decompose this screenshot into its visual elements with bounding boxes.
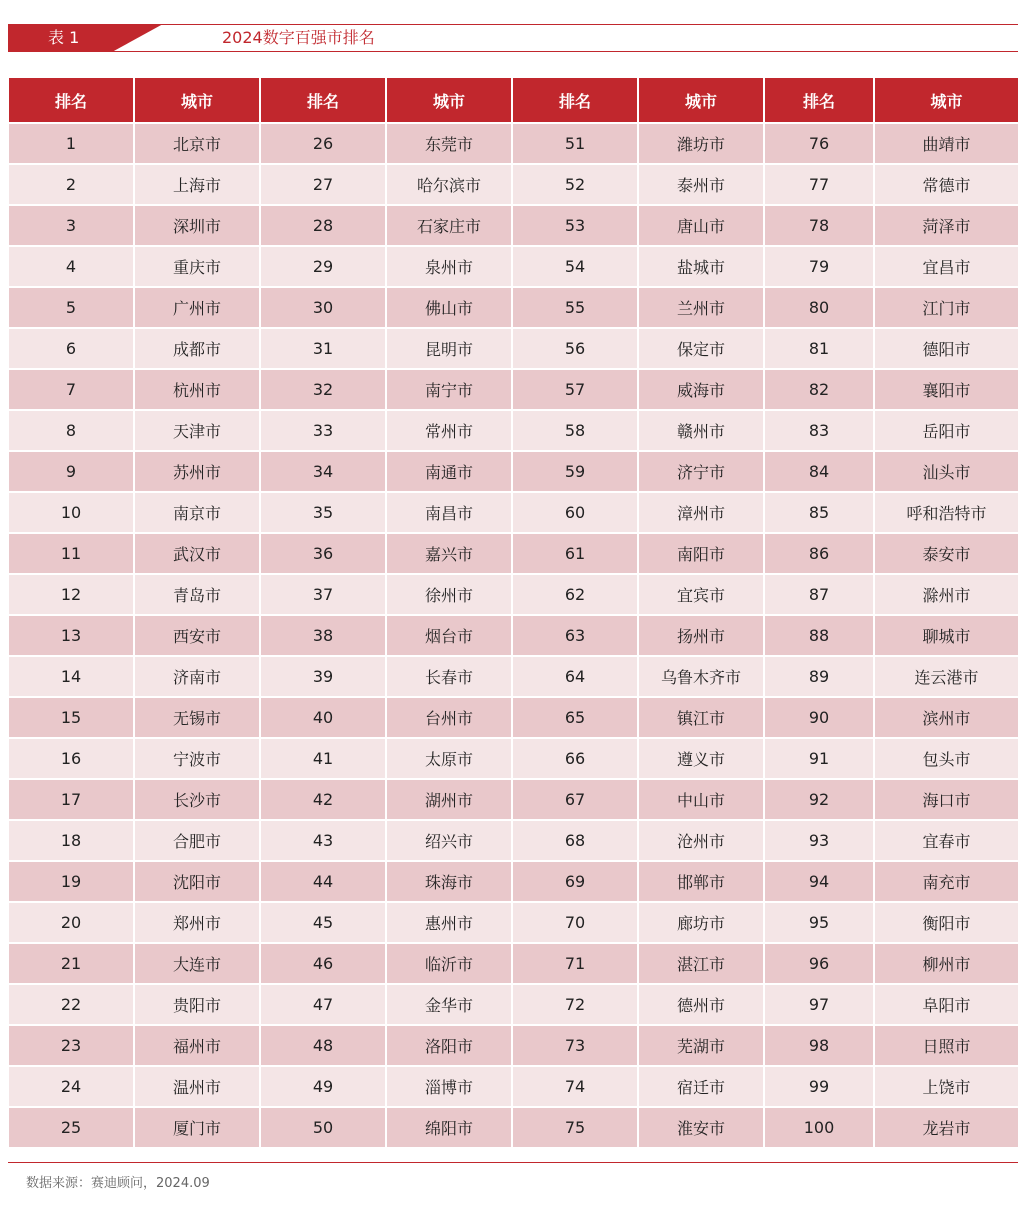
rank-cell: 45 xyxy=(261,903,387,944)
city-cell: 宿迁市 xyxy=(639,1067,765,1108)
rank-cell: 70 xyxy=(513,903,639,944)
city-cell: 北京市 xyxy=(135,124,261,165)
rank-cell: 46 xyxy=(261,944,387,985)
rank-cell: 13 xyxy=(9,616,135,657)
city-cell: 曲靖市 xyxy=(875,124,1018,165)
city-cell: 淮安市 xyxy=(639,1108,765,1149)
city-cell: 襄阳市 xyxy=(875,370,1018,411)
city-cell: 宜宾市 xyxy=(639,575,765,616)
rank-cell: 53 xyxy=(513,206,639,247)
city-cell: 连云港市 xyxy=(875,657,1018,698)
column-header-city: 城市 xyxy=(387,78,513,124)
city-cell: 宜春市 xyxy=(875,821,1018,862)
table-row xyxy=(9,288,1018,329)
city-cell: 金华市 xyxy=(387,985,513,1026)
city-cell: 德州市 xyxy=(639,985,765,1026)
rank-cell: 15 xyxy=(9,698,135,739)
city-cell: 哈尔滨市 xyxy=(387,165,513,206)
city-cell: 广州市 xyxy=(135,288,261,329)
city-cell: 滨州市 xyxy=(875,698,1018,739)
table-row xyxy=(9,124,1018,165)
city-cell: 重庆市 xyxy=(135,247,261,288)
rank-cell: 4 xyxy=(9,247,135,288)
rank-cell: 51 xyxy=(513,124,639,165)
rank-cell: 59 xyxy=(513,452,639,493)
rank-cell: 98 xyxy=(765,1026,875,1067)
rank-cell: 6 xyxy=(9,329,135,370)
rank-cell: 90 xyxy=(765,698,875,739)
rank-cell: 31 xyxy=(261,329,387,370)
rank-cell: 2 xyxy=(9,165,135,206)
city-cell: 呼和浩特市 xyxy=(875,493,1018,534)
rank-cell: 35 xyxy=(261,493,387,534)
rank-cell: 77 xyxy=(765,165,875,206)
city-cell: 泉州市 xyxy=(387,247,513,288)
rank-cell: 73 xyxy=(513,1026,639,1067)
rank-cell: 9 xyxy=(9,452,135,493)
city-cell: 沧州市 xyxy=(639,821,765,862)
city-cell: 德阳市 xyxy=(875,329,1018,370)
rank-cell: 38 xyxy=(261,616,387,657)
rank-cell: 49 xyxy=(261,1067,387,1108)
rank-cell: 61 xyxy=(513,534,639,575)
table-header-row xyxy=(9,78,1018,124)
rank-cell: 56 xyxy=(513,329,639,370)
rank-cell: 37 xyxy=(261,575,387,616)
city-cell: 福州市 xyxy=(135,1026,261,1067)
city-cell: 汕头市 xyxy=(875,452,1018,493)
column-header-rank: 排名 xyxy=(513,78,639,124)
rank-cell: 66 xyxy=(513,739,639,780)
table-row xyxy=(9,985,1018,1026)
rank-cell: 52 xyxy=(513,165,639,206)
rank-cell: 21 xyxy=(9,944,135,985)
rank-cell: 48 xyxy=(261,1026,387,1067)
rank-cell: 29 xyxy=(261,247,387,288)
rank-cell: 74 xyxy=(513,1067,639,1108)
city-cell: 廊坊市 xyxy=(639,903,765,944)
table-row xyxy=(9,657,1018,698)
rank-cell: 18 xyxy=(9,821,135,862)
rank-cell: 60 xyxy=(513,493,639,534)
city-cell: 佛山市 xyxy=(387,288,513,329)
rank-cell: 96 xyxy=(765,944,875,985)
city-cell: 菏泽市 xyxy=(875,206,1018,247)
city-cell: 盐城市 xyxy=(639,247,765,288)
rank-cell: 26 xyxy=(261,124,387,165)
table-body xyxy=(9,124,1018,1149)
city-cell: 洛阳市 xyxy=(387,1026,513,1067)
city-cell: 徐州市 xyxy=(387,575,513,616)
table-title-bar xyxy=(8,24,1018,52)
city-cell: 西安市 xyxy=(135,616,261,657)
city-cell: 衡阳市 xyxy=(875,903,1018,944)
table-row xyxy=(9,329,1018,370)
table-row xyxy=(9,821,1018,862)
city-cell: 湖州市 xyxy=(387,780,513,821)
city-cell: 烟台市 xyxy=(387,616,513,657)
rank-cell: 42 xyxy=(261,780,387,821)
city-cell: 东莞市 xyxy=(387,124,513,165)
city-cell: 青岛市 xyxy=(135,575,261,616)
rank-cell: 92 xyxy=(765,780,875,821)
rank-cell: 24 xyxy=(9,1067,135,1108)
column-header-city: 城市 xyxy=(639,78,765,124)
table-row xyxy=(9,1108,1018,1149)
rank-cell: 67 xyxy=(513,780,639,821)
city-cell: 苏州市 xyxy=(135,452,261,493)
city-cell: 临沂市 xyxy=(387,944,513,985)
table-row xyxy=(9,452,1018,493)
rank-cell: 78 xyxy=(765,206,875,247)
city-cell: 泰州市 xyxy=(639,165,765,206)
city-cell: 中山市 xyxy=(639,780,765,821)
city-cell: 济南市 xyxy=(135,657,261,698)
rank-cell: 86 xyxy=(765,534,875,575)
city-cell: 杭州市 xyxy=(135,370,261,411)
table-row xyxy=(9,698,1018,739)
city-cell: 南通市 xyxy=(387,452,513,493)
table-row xyxy=(9,1026,1018,1067)
city-cell: 大连市 xyxy=(135,944,261,985)
rank-cell: 97 xyxy=(765,985,875,1026)
city-cell: 合肥市 xyxy=(135,821,261,862)
rank-cell: 40 xyxy=(261,698,387,739)
table-row xyxy=(9,575,1018,616)
rank-cell: 33 xyxy=(261,411,387,452)
rank-cell: 47 xyxy=(261,985,387,1026)
city-cell: 长春市 xyxy=(387,657,513,698)
city-cell: 遵义市 xyxy=(639,739,765,780)
rank-cell: 94 xyxy=(765,862,875,903)
city-cell: 滁州市 xyxy=(875,575,1018,616)
column-header-city: 城市 xyxy=(875,78,1018,124)
rank-cell: 62 xyxy=(513,575,639,616)
city-cell: 乌鲁木齐市 xyxy=(639,657,765,698)
city-cell: 柳州市 xyxy=(875,944,1018,985)
city-cell: 邯郸市 xyxy=(639,862,765,903)
city-cell: 镇江市 xyxy=(639,698,765,739)
data-source-note: 数据来源：赛迪顾问，2024.09 xyxy=(26,1176,210,1191)
rank-cell: 100 xyxy=(765,1108,875,1149)
city-cell: 惠州市 xyxy=(387,903,513,944)
rank-cell: 43 xyxy=(261,821,387,862)
table-row xyxy=(9,370,1018,411)
city-cell: 上海市 xyxy=(135,165,261,206)
city-cell: 上饶市 xyxy=(875,1067,1018,1108)
city-cell: 扬州市 xyxy=(639,616,765,657)
city-cell: 昆明市 xyxy=(387,329,513,370)
city-cell: 南京市 xyxy=(135,493,261,534)
city-cell: 南阳市 xyxy=(639,534,765,575)
rank-cell: 28 xyxy=(261,206,387,247)
rank-cell: 34 xyxy=(261,452,387,493)
city-cell: 湛江市 xyxy=(639,944,765,985)
table-number-label: 表 1 xyxy=(48,28,80,47)
table-row xyxy=(9,616,1018,657)
city-cell: 岳阳市 xyxy=(875,411,1018,452)
city-cell: 保定市 xyxy=(639,329,765,370)
rank-cell: 75 xyxy=(513,1108,639,1149)
rank-cell: 50 xyxy=(261,1108,387,1149)
city-cell: 珠海市 xyxy=(387,862,513,903)
city-cell: 包头市 xyxy=(875,739,1018,780)
rank-cell: 17 xyxy=(9,780,135,821)
rank-cell: 81 xyxy=(765,329,875,370)
rank-cell: 10 xyxy=(9,493,135,534)
column-header-rank: 排名 xyxy=(765,78,875,124)
city-cell: 成都市 xyxy=(135,329,261,370)
rank-cell: 69 xyxy=(513,862,639,903)
city-cell: 芜湖市 xyxy=(639,1026,765,1067)
city-cell: 济宁市 xyxy=(639,452,765,493)
city-cell: 宜昌市 xyxy=(875,247,1018,288)
rank-cell: 80 xyxy=(765,288,875,329)
city-cell: 淄博市 xyxy=(387,1067,513,1108)
city-cell: 长沙市 xyxy=(135,780,261,821)
city-cell: 常州市 xyxy=(387,411,513,452)
table-title: 2024数字百强市排名 xyxy=(222,28,375,47)
rank-cell: 93 xyxy=(765,821,875,862)
city-cell: 台州市 xyxy=(387,698,513,739)
rank-cell: 32 xyxy=(261,370,387,411)
rank-cell: 5 xyxy=(9,288,135,329)
table-row xyxy=(9,247,1018,288)
rank-cell: 44 xyxy=(261,862,387,903)
city-cell: 威海市 xyxy=(639,370,765,411)
city-cell: 深圳市 xyxy=(135,206,261,247)
city-cell: 武汉市 xyxy=(135,534,261,575)
city-cell: 江门市 xyxy=(875,288,1018,329)
rank-cell: 87 xyxy=(765,575,875,616)
table-row xyxy=(9,534,1018,575)
city-cell: 绍兴市 xyxy=(387,821,513,862)
rank-cell: 99 xyxy=(765,1067,875,1108)
rank-cell: 63 xyxy=(513,616,639,657)
city-cell: 聊城市 xyxy=(875,616,1018,657)
city-cell: 常德市 xyxy=(875,165,1018,206)
rank-cell: 65 xyxy=(513,698,639,739)
table-row xyxy=(9,411,1018,452)
rank-cell: 27 xyxy=(261,165,387,206)
rank-cell: 91 xyxy=(765,739,875,780)
rank-cell: 8 xyxy=(9,411,135,452)
rank-cell: 55 xyxy=(513,288,639,329)
rank-cell: 23 xyxy=(9,1026,135,1067)
city-cell: 贵阳市 xyxy=(135,985,261,1026)
city-cell: 太原市 xyxy=(387,739,513,780)
column-header-rank: 排名 xyxy=(261,78,387,124)
city-cell: 嘉兴市 xyxy=(387,534,513,575)
rank-cell: 88 xyxy=(765,616,875,657)
rank-cell: 54 xyxy=(513,247,639,288)
city-cell: 郑州市 xyxy=(135,903,261,944)
table-row xyxy=(9,944,1018,985)
rank-cell: 16 xyxy=(9,739,135,780)
column-header-rank: 排名 xyxy=(9,78,135,124)
city-cell: 温州市 xyxy=(135,1067,261,1108)
city-cell: 天津市 xyxy=(135,411,261,452)
rank-cell: 68 xyxy=(513,821,639,862)
rank-cell: 85 xyxy=(765,493,875,534)
rank-cell: 82 xyxy=(765,370,875,411)
rank-cell: 71 xyxy=(513,944,639,985)
city-cell: 兰州市 xyxy=(639,288,765,329)
rank-cell: 41 xyxy=(261,739,387,780)
rank-cell: 19 xyxy=(9,862,135,903)
city-cell: 无锡市 xyxy=(135,698,261,739)
rank-cell: 36 xyxy=(261,534,387,575)
city-cell: 唐山市 xyxy=(639,206,765,247)
city-cell: 宁波市 xyxy=(135,739,261,780)
rank-cell: 11 xyxy=(9,534,135,575)
city-cell: 南充市 xyxy=(875,862,1018,903)
city-cell: 南昌市 xyxy=(387,493,513,534)
table-row xyxy=(9,206,1018,247)
table-row xyxy=(9,1067,1018,1108)
rank-cell: 7 xyxy=(9,370,135,411)
rank-cell: 83 xyxy=(765,411,875,452)
table-row xyxy=(9,739,1018,780)
rank-cell: 1 xyxy=(9,124,135,165)
column-header-city: 城市 xyxy=(135,78,261,124)
rank-cell: 20 xyxy=(9,903,135,944)
rank-cell: 84 xyxy=(765,452,875,493)
city-cell: 日照市 xyxy=(875,1026,1018,1067)
city-cell: 阜阳市 xyxy=(875,985,1018,1026)
table-row xyxy=(9,165,1018,206)
city-cell: 赣州市 xyxy=(639,411,765,452)
rank-cell: 58 xyxy=(513,411,639,452)
city-cell: 潍坊市 xyxy=(639,124,765,165)
rank-cell: 95 xyxy=(765,903,875,944)
rank-cell: 22 xyxy=(9,985,135,1026)
rank-cell: 12 xyxy=(9,575,135,616)
city-cell: 泰安市 xyxy=(875,534,1018,575)
city-cell: 绵阳市 xyxy=(387,1108,513,1149)
rank-cell: 25 xyxy=(9,1108,135,1149)
city-cell: 海口市 xyxy=(875,780,1018,821)
rank-cell: 72 xyxy=(513,985,639,1026)
rank-cell: 89 xyxy=(765,657,875,698)
table-row xyxy=(9,493,1018,534)
footer-divider xyxy=(8,1162,1018,1163)
rank-cell: 76 xyxy=(765,124,875,165)
table-row xyxy=(9,862,1018,903)
table-row xyxy=(9,903,1018,944)
rank-cell: 79 xyxy=(765,247,875,288)
rank-cell: 39 xyxy=(261,657,387,698)
rank-cell: 64 xyxy=(513,657,639,698)
rank-cell: 14 xyxy=(9,657,135,698)
ranking-table xyxy=(9,78,1018,1149)
city-cell: 石家庄市 xyxy=(387,206,513,247)
city-cell: 沈阳市 xyxy=(135,862,261,903)
city-cell: 漳州市 xyxy=(639,493,765,534)
city-cell: 南宁市 xyxy=(387,370,513,411)
rank-cell: 57 xyxy=(513,370,639,411)
table-row xyxy=(9,780,1018,821)
city-cell: 龙岩市 xyxy=(875,1108,1018,1149)
rank-cell: 30 xyxy=(261,288,387,329)
city-cell: 厦门市 xyxy=(135,1108,261,1149)
rank-cell: 3 xyxy=(9,206,135,247)
